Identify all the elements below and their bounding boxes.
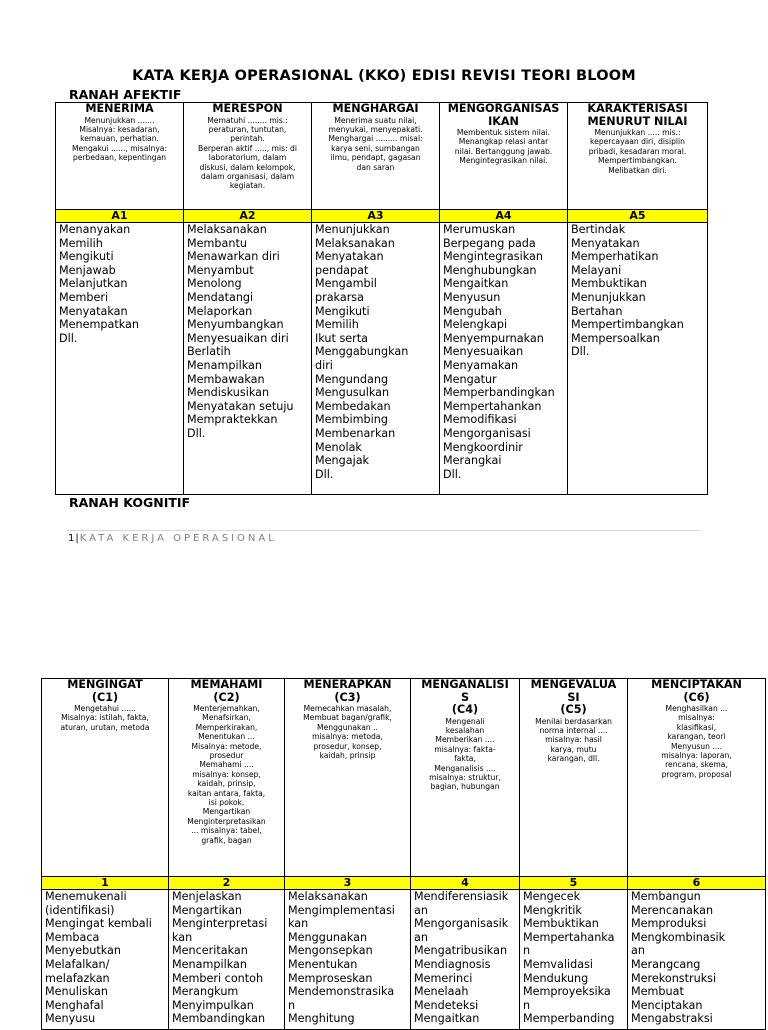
cognitive-header-c1 [42,679,169,877]
column-description: Menghasilkan ... misalnya: klasifikasi, karangan, teori Menyusun .... misalnya: laporan, rencana, skema, program, proposal [661,704,732,779]
cognitive-header-c6 [628,679,766,877]
column-description: Menunjukkan ....... Misalnya: kesadaran, kemauan, perhatian. Mengakui ......, misalnya: perbedaan, kepentingan [71,115,168,163]
level-code: 4 [411,877,520,890]
level-code: 2 [169,877,285,890]
verb-list: Menemukenali (identifikasi) Mengingat kembali Membaca Menyebutkan Melafalkan/ melafazkan Menuliskan Menghafal Menyusu [42,890,169,1030]
verb-list: Mendiferensiasik an Mengorganisasik an Mengatribusikan Mendiagnosis Memerinci Menelaah Mendeteksi Mengaitkan [411,890,520,1030]
verb-list: Merumuskan Berpegang pada Mengintegrasikan Menghubungkan Mengaitkan Menyusun Mengubah Melengkapi Menyempurnakan Menyesuaikan Menyamakan Mengatur Memperbandingkan Mempertahankan Memodifikasi Mengorganisasi Mengkoordinir Merangkai Dll. [440,223,568,495]
column-description: Mengenali kesalahan Memberikan .... misalnya: fakta- fakta, Menganalisis .... misalnya: struktur, bagian, hubungan [429,716,501,792]
verb-list: Membangun Merencanakan Memproduksi Mengkombinasik an Merangcang Merekonstruksi Membuat Menciptakan Mengabstraksi [628,890,766,1030]
affective-header-a1 [56,103,184,210]
affective-table [55,102,708,495]
cognitive-table [41,678,766,1030]
cognitive-header-c5 [520,679,628,877]
cognitive-header-c4 [411,679,520,877]
verb-list: Mengecek Mengkritik Membuktikan Mempertahanka n Memvalidasi Mendukung Memproyeksika n Memperbanding [520,890,628,1030]
verb-list: Menjelaskan Mengartikan Menginterpretasi kan Menceritakan Menampilkan Memberi contoh Merangkum Menyimpulkan Membandingkan [169,890,285,1030]
level-code: A4 [440,210,568,223]
level-code: A3 [312,210,440,223]
affective-header-a5 [568,103,708,210]
page-footer [68,533,277,544]
level-code: A1 [56,210,184,223]
level-code: 5 [520,877,628,890]
column-description: Menerima suatu nilai, menyukai, menyepakati. Menghargai ......... misal: karya seni, sumbangan ilmu, pendapt, gagasan dan saran [328,115,423,172]
level-code: 1 [42,877,169,890]
column-description: Menterjemahkan, Menafsirkan, Memperkirakan, Menentukan ... Misalnya: metode, prosedur Memahami .... misalnya: konsep, kaidah, prinsip, kaitan antara, fakta, isi pokok. Mengartikan Menginterpretasikan ... misalnya: tabel, grafik, bagan [187,704,266,845]
footer-divider [66,530,700,531]
level-code: 3 [285,877,411,890]
column-name: MEMAHAMI (C2) [190,678,263,704]
verb-list: Menanyakan Memilih Mengikuti Menjawab Melanjutkan Memberi Menyatakan Menempatkan Dll. [56,223,184,495]
affective-header-a2 [184,103,312,210]
column-name: MERESPON [212,102,283,115]
verb-list: Bertindak Menyatakan Memperhatikan Melayani Membuktikan Menunjukkan Bertahan Mempertimbangkan Mempersoalkan Dll. [568,223,708,495]
column-description: Memecahkan masalah, Membuat bagan/grafik, Menggunakan .. misalnya: metoda, prosedur, konsep, kaidah, prinsip [303,704,392,761]
footer-label: KATA KERJA OPERASIONAL [79,533,277,544]
column-name: MENGANALISI S (C4) [421,678,509,716]
cognitive-header-c2 [169,679,285,877]
affective-header-a3 [312,103,440,210]
affective-heading: RANAH AFEKTIF [69,87,182,102]
page-title: KATA KERJA OPERASIONAL (KKO) EDISI REVISI TEORI BLOOM [132,68,636,84]
affective-header-a4 [440,103,568,210]
verb-list: Menunjukkan Melaksanakan Menyatakan pendapat Mengambil prakarsa Mengikuti Memilih Ikut serta Menggabungkan diri Mengundang Mengusulkan Membedakan Membimbing Membenarkan Menolak Mengajak Dll. [312,223,440,495]
verb-list: Melaksanakan Membantu Menawarkan diri Menyambut Menolong Mendatangi Melaporkan Menyumbangkan Menyesuaikan diri Berlatih Menampilkan Membawakan Mendiskusikan Menyatakan setuju Mempraktekkan Dll. [184,223,312,495]
verb-list: Melaksanakan Mengimplementasi kan Menggunakan Mengonsepkan Menentukan Memproseskan Mendemonstrasika n Menghitung [285,890,411,1030]
level-code: A5 [568,210,708,223]
column-name: MENGORGANISAS IKAN [447,102,560,128]
cognitive-heading: RANAH KOGNITIF [69,495,191,510]
page-number: 1| [68,533,80,544]
column-name: MENGHARGAI [332,102,419,115]
column-description: Mematuhi ........ mis.: peraturan, tuntutan, perintah. Berperan aktif ....., mis: di laboratorium, dalam diskusi, dalam kelompok, dalam organisasi, dalam kegiatan. [198,115,297,191]
level-code: 6 [628,877,766,890]
column-description: Menunjukkan ..... mis.: kepercayaan diri, disiplin pribadi, kesadaran moral. Mempertimbangkan. Melibatkan diri. [588,128,687,175]
column-description: Mengetahui ...... Misalnya: istilah, fakta, aturan, urutan, metoda [60,704,150,732]
column-name: MENERIMA [85,102,154,115]
column-name: MENERAPKAN (C3) [303,678,392,704]
column-name: KARAKTERISASI MENURUT NILAI [587,102,688,128]
column-description: Menilai berdasarkan norma internal .... misalnya: hasil karya, mutu karangan, dll. [535,716,612,764]
column-name: MENGEVALUA SI (C5) [530,678,617,716]
column-name: MENGINGAT (C1) [67,678,143,704]
cognitive-header-c3 [285,679,411,877]
column-description: Membentuk sistem nilai. Menangkap relasi antar nilai. Bertanggung jawab. Mengintegrasikan nilai. [454,128,553,166]
column-name: MENCIPTAKAN (C6) [651,678,742,704]
level-code: A2 [184,210,312,223]
